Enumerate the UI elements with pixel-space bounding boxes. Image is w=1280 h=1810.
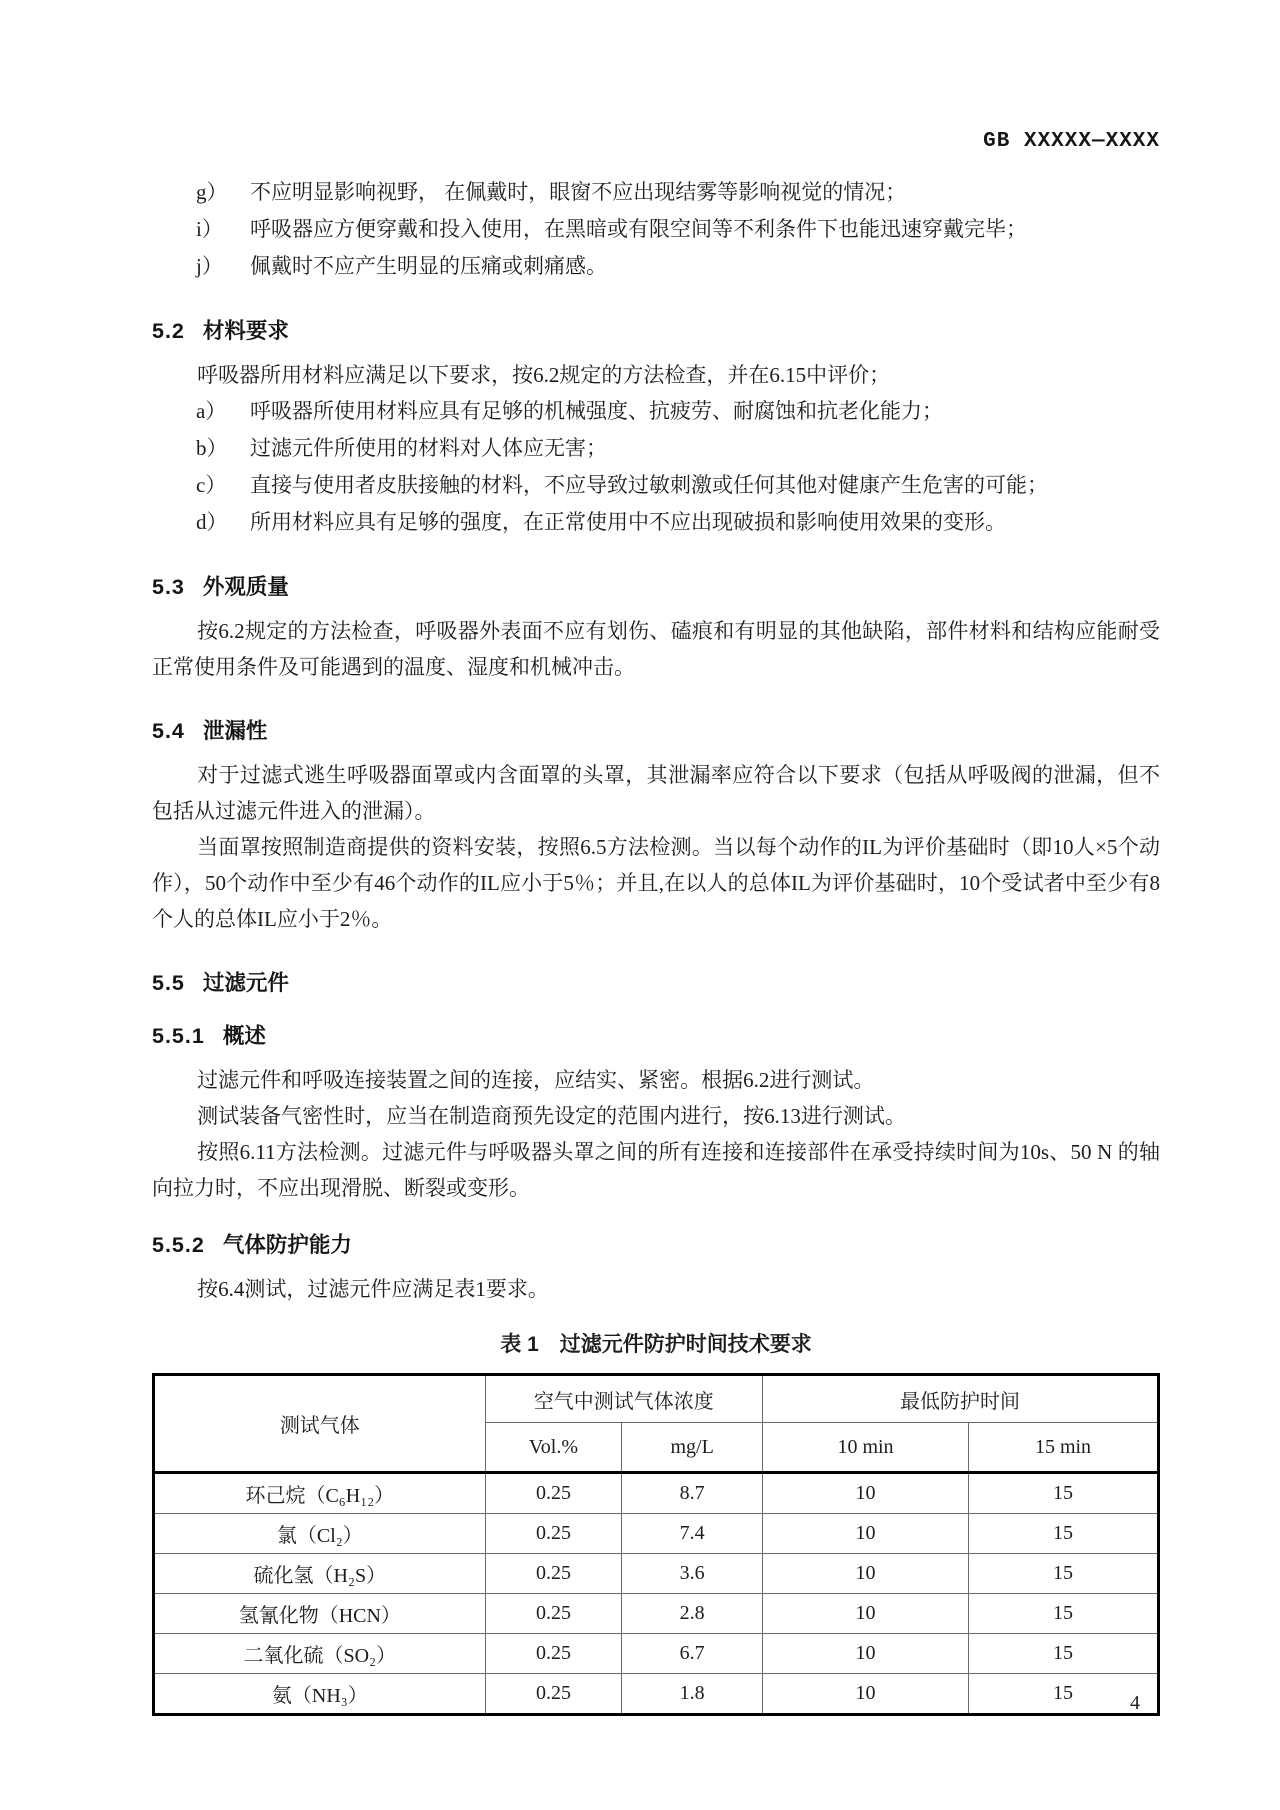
header-vol-percent: Vol.% xyxy=(485,1423,622,1473)
cell-10min: 10 xyxy=(763,1634,969,1674)
clause-item-a xyxy=(152,393,1160,430)
clause-label: j） xyxy=(196,254,223,278)
standard-code: GB XXXXX—XXXX xyxy=(983,130,1160,153)
table-1 xyxy=(152,1373,1160,1716)
clause-label: g） xyxy=(196,180,228,204)
cell-10min: 10 xyxy=(763,1674,969,1715)
clause-text: 呼吸器所使用材料应具有足够的机械强度、抗疲劳、耐腐蚀和抗老化能力； xyxy=(250,399,943,423)
paragraph-5-5-1-3: 按照6.11方法检测。过滤元件与呼吸器头罩之间的所有连接和连接部件在承受持续时间为10s、50 N 的轴向拉力时，不应出现滑脱、断裂或变形。 xyxy=(152,1140,1160,1200)
clause-label: i） xyxy=(196,217,223,241)
section-number: 5.5.2 xyxy=(152,1233,205,1257)
clause-text: 呼吸器应方便穿戴和投入使用，在黑暗或有限空间等不利条件下也能迅速穿戴完毕； xyxy=(250,217,1027,241)
cell-vol-percent: 0.25 xyxy=(485,1594,622,1634)
clause-label: c） xyxy=(196,473,227,497)
section-title: 外观质量 xyxy=(202,575,289,599)
cell-vol-percent: 0.25 xyxy=(485,1674,622,1715)
cell-15min: 15 xyxy=(969,1514,1159,1554)
cell-gas: 氨（NH₃） xyxy=(154,1674,486,1715)
table-1-body xyxy=(154,1473,1159,1715)
cell-gas: 氯（Cl₂） xyxy=(154,1514,486,1554)
clause-text: 所用材料应具有足够的强度，在正常使用中不应出现破损和影响使用效果的变形。 xyxy=(250,510,1006,534)
cell-15min: 15 xyxy=(969,1674,1159,1715)
section-title: 过滤元件 xyxy=(202,971,289,995)
table-row-ammonia xyxy=(154,1674,1159,1715)
paragraph-5-5-1-2: 测试装备气密性时，应当在制造商预先设定的范围内进行，按6.13进行测试。 xyxy=(197,1104,906,1128)
cell-gas: 氢氰化物（HCN） xyxy=(154,1594,486,1634)
paragraph-5-2-intro: 呼吸器所用材料应满足以下要求，按6.2规定的方法检查，并在6.15中评价； xyxy=(197,363,891,387)
section-title: 概述 xyxy=(222,1024,266,1048)
paragraph-5-3: 按6.2规定的方法检查，呼吸器外表面不应有划伤、磕痕和有明显的其他缺陷，部件材料和结构应能耐受正常使用条件及可能遇到的温度、湿度和机械冲击。 xyxy=(152,619,1160,679)
header-10min: 10 min xyxy=(763,1423,969,1473)
clause-text: 不应明显影响视野， 在佩戴时，眼窗不应出现结雾等影响视觉的情况； xyxy=(250,180,907,204)
cell-10min: 10 xyxy=(763,1594,969,1634)
cell-vol-percent: 0.25 xyxy=(485,1554,622,1594)
paragraph-5-4-1: 对于过滤式逃生呼吸器面罩或内含面罩的头罩，其泄漏率应符合以下要求（包括从呼吸阀的泄漏，但不包括从过滤元件进入的泄漏）。 xyxy=(152,763,1160,823)
paragraph-5-5-1-1: 过滤元件和呼吸连接装置之间的连接，应结实、紧密。根据6.2进行测试。 xyxy=(197,1068,875,1092)
cell-mg-l: 7.4 xyxy=(622,1514,763,1554)
header-group-concentration: 空气中测试气体浓度 xyxy=(485,1375,762,1423)
clause-label: b） xyxy=(196,436,228,460)
clause-label: a） xyxy=(196,399,227,423)
section-number: 5.5 xyxy=(152,971,185,995)
table-row-cyclohexane xyxy=(154,1473,1159,1514)
table-1-caption: 表 1 过滤元件防护时间技术要求 xyxy=(500,1333,812,1356)
paragraph-5-5-2-1: 按6.4测试，过滤元件应满足表1要求。 xyxy=(197,1277,549,1301)
clause-item-j xyxy=(152,248,1160,285)
cell-mg-l: 3.6 xyxy=(622,1554,763,1594)
section-title: 气体防护能力 xyxy=(222,1233,352,1257)
clause-item-d xyxy=(152,504,1160,541)
paragraph-5-4-2: 当面罩按照制造商提供的资料安装，按照6.5方法检测。当以每个动作的IL为评价基础时（即10人×5个动作），50个动作中至少有46个动作的IL应小于5％；并且,在以人的总体IL为评价基础时，10个受试者中至少有8个人的总体IL应小于2％。 xyxy=(152,835,1160,931)
table-row-hydrogen-sulfide xyxy=(154,1554,1159,1594)
cell-15min: 15 xyxy=(969,1473,1159,1514)
cell-mg-l: 6.7 xyxy=(622,1634,763,1674)
section-heading-5-3 xyxy=(152,573,1160,601)
clause-item-c xyxy=(152,467,1160,504)
section-title: 泄漏性 xyxy=(202,719,268,743)
cell-10min: 10 xyxy=(763,1554,969,1594)
clause-text: 直接与使用者皮肤接触的材料，不应导致过敏刺激或任何其他对健康产生危害的可能； xyxy=(250,473,1048,497)
header-test-gas: 测试气体 xyxy=(154,1375,486,1473)
cell-gas: 硫化氢（H₂S） xyxy=(154,1554,486,1594)
cell-gas: 环己烷（C₆H₁₂） xyxy=(154,1473,486,1514)
cell-mg-l: 8.7 xyxy=(622,1473,763,1514)
cell-vol-percent: 0.25 xyxy=(485,1473,622,1514)
cell-15min: 15 xyxy=(969,1634,1159,1674)
section-title: 材料要求 xyxy=(202,319,289,343)
header-mg-l: mg/L xyxy=(622,1423,763,1473)
clause-item-b xyxy=(152,430,1160,467)
cell-15min: 15 xyxy=(969,1594,1159,1634)
cell-mg-l: 1.8 xyxy=(622,1674,763,1715)
section-heading-5-4 xyxy=(152,717,1160,745)
page-number: 4 xyxy=(1130,1692,1140,1714)
clause-text: 佩戴时不应产生明显的压痛或刺痛感。 xyxy=(250,254,607,278)
cell-15min: 15 xyxy=(969,1554,1159,1594)
section-number: 5.2 xyxy=(152,319,185,343)
header-group-protection-time: 最低防护时间 xyxy=(763,1375,1159,1423)
material-clause-list xyxy=(152,393,1160,541)
section-heading-5-5 xyxy=(152,969,1160,997)
clause-item-g xyxy=(152,174,1160,211)
cell-gas: 二氧化硫（SO₂） xyxy=(154,1634,486,1674)
clause-label: d） xyxy=(196,510,228,534)
top-clause-list xyxy=(152,174,1160,285)
cell-mg-l: 2.8 xyxy=(622,1594,763,1634)
section-heading-5-2 xyxy=(152,317,1160,345)
section-number: 5.5.1 xyxy=(152,1024,205,1048)
cell-vol-percent: 0.25 xyxy=(485,1514,622,1554)
table-row-sulfur-dioxide xyxy=(154,1634,1159,1674)
header-15min: 15 min xyxy=(969,1423,1159,1473)
cell-10min: 10 xyxy=(763,1473,969,1514)
table-row-chlorine xyxy=(154,1514,1159,1554)
cell-10min: 10 xyxy=(763,1514,969,1554)
section-heading-5-5-2 xyxy=(152,1231,1160,1259)
clause-item-i xyxy=(152,211,1160,248)
section-heading-5-5-1 xyxy=(152,1022,1160,1050)
clause-text: 过滤元件所使用的材料对人体应无害； xyxy=(250,436,607,460)
cell-vol-percent: 0.25 xyxy=(485,1634,622,1674)
section-number: 5.3 xyxy=(152,575,185,599)
table-1-header xyxy=(154,1375,1159,1473)
table-row-hydrogen-cyanide xyxy=(154,1594,1159,1634)
section-number: 5.4 xyxy=(152,719,185,743)
